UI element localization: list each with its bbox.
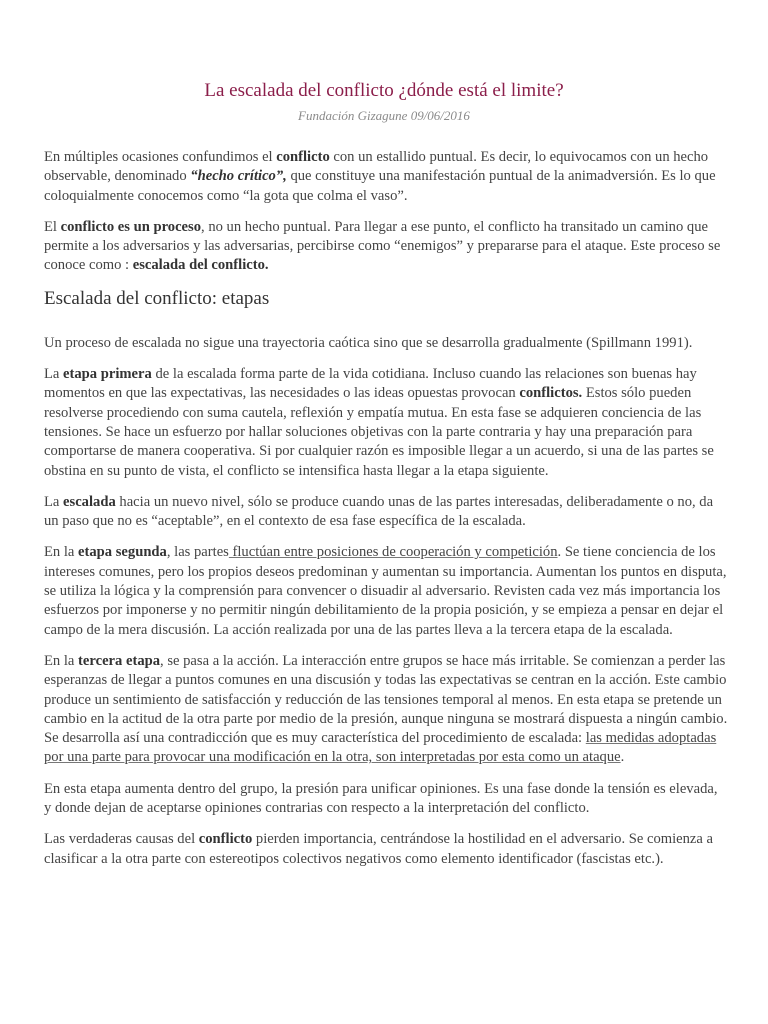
text-run: que constituye una manifestación puntual de la animadversión. Es lo que coloquialmente conocemos como “la gota que colma el vaso”.: [44, 168, 716, 204]
article-byline: Fundación Gizagune 09/06/2016: [298, 108, 470, 123]
section-heading: Escalada del conflicto: etapas: [44, 287, 270, 309]
paragraph-stage-three: [44, 652, 728, 768]
bold-term: etapa primera: [63, 366, 152, 383]
bold-term: escalada del conflicto.: [132, 257, 269, 274]
article-title: La escalada del conflicto ¿dónde está el limite?: [204, 80, 564, 101]
text-run: , no un hecho puntual. Para llegar a ese punto, el conflicto ha transitado un camino que permite a los adversarios y las adversarias, percibirse como “enemigos” y prepararse para el ataque. Este proceso se conoce como :: [44, 218, 721, 274]
bold-term: conflicto: [198, 831, 253, 848]
text-run: pierden importancia, centrándose la hostilidad en el adversario. Se comienza a clasificar a la otra parte con estereotipos colectivos negativos como elemento identificador (fascistas etc.).: [44, 831, 714, 867]
paragraph-process: [44, 218, 728, 276]
text-run: El: [44, 218, 61, 235]
text-run: En múltiples ocasiones confundimos el: [44, 149, 277, 165]
text-run: En la: [44, 544, 79, 561]
text-run: , se pasa a la acción. La interacción entre grupos se hace más irritable. Se comienzan a perder las esperanzas de llegar a puntos comunes en una discusión y todas las expectativas se centran en la acción. Este cambio produce un sentimiento de satisfacción y reducción de las tensiones temporal al menos. En esta etapa se pretende un cambio en la actitud de la otra parte por medio de la presión, aunque ninguna se mostrará dispuesta a ningún cambio. Se desarrolla así una contradicción que es muy característica del procedimiento de escalada:: [44, 652, 728, 747]
text-run: .: [620, 749, 625, 766]
bold-term: conflictos.: [519, 385, 583, 402]
text-run: con un estallido puntual. Es decir, lo equivocamos con un hecho observable, denominado: [44, 149, 709, 185]
text-run: Estos sólo pueden resolverse procediendo con suma cautela, reflexión y empatía mutua. En esta fase se adquieren conciencia de las tensiones. Se hace un esfuerzo por hallar soluciones objetivas con la parte contraria y hay una preparación para comportarse de manera cooperativa. Si por cualquier razón es imposible llegar a un acuerdo, si una de las partes se obstina en su punto de vista, el conflicto se intensifica hasta llegar a la etapa siguiente.: [44, 385, 714, 479]
text-run: hacia un nuevo nivel, sólo se produce cuando unas de las partes interesadas, deliberadamente o no, da un paso que no es “aceptable”, en el contexto de esa fase específica de la escalada.: [44, 493, 714, 530]
paragraph-escalation: [44, 493, 728, 532]
paragraph-intro: [44, 148, 728, 206]
text-run: La: [44, 493, 64, 510]
text-run: En la: [44, 652, 79, 669]
bold-term: escalada: [63, 493, 116, 510]
text-run: de la escalada forma parte de la vida cotidiana. Incluso cuando las relaciones son buenas hay momentos en que las expectativas, las necesidades o las ideas opuestas provocan: [44, 366, 697, 402]
paragraph-group-pressure: En esta etapa aumenta dentro del grupo, la presión para unificar opiniones. Es una fase donde la tensión es elevada, y donde dejan de aceptarse opiniones contrarias con respecto a la interpretación del conflicto.: [44, 780, 718, 817]
paragraph-trajectory: Un proceso de escalada no sigue una trayectoria caótica sino que se desarrolla gradualmente (Spillmann 1991).: [44, 334, 693, 351]
underlined-phrase: las medidas adoptadas por una parte para provocar una modificación en la otra, son interpretadas por esta como un ataque: [44, 730, 717, 766]
paragraph-stage-two: [44, 543, 728, 639]
bold-term: conflicto es un proceso: [60, 218, 202, 235]
text-run: Las verdaderas causas del: [44, 831, 199, 848]
bold-term: tercera etapa: [78, 652, 161, 669]
article-body: [44, 148, 728, 881]
bold-italic-term: “hecho crítico”,: [190, 168, 287, 185]
bold-term: conflicto: [276, 149, 330, 165]
text-run: , las partes: [166, 544, 229, 561]
underlined-phrase: fluctúan entre posiciones de cooperación y competición: [228, 544, 558, 561]
paragraph-stage-one: [44, 365, 728, 481]
bold-term: etapa segunda: [78, 544, 167, 561]
text-run: La: [44, 366, 64, 383]
text-run: . Se tiene conciencia de los intereses comunes, pero los propios deseos predominan y aumentan su importancia. Aumentan los puntos en disputa, se utiliza la lógica y la comprensión para convencer o disuadir al adversario. Revisten cada vez más importancia los esfuerzos por imponerse y no permitir ningún debilitamiento de la propia posición, y se empieza a pensar en dejar el campo de la mera discusión. La acción realizada por una de las partes lleva a la tercera etapa de la escalada.: [44, 544, 727, 638]
paragraph-causes: [44, 830, 728, 869]
